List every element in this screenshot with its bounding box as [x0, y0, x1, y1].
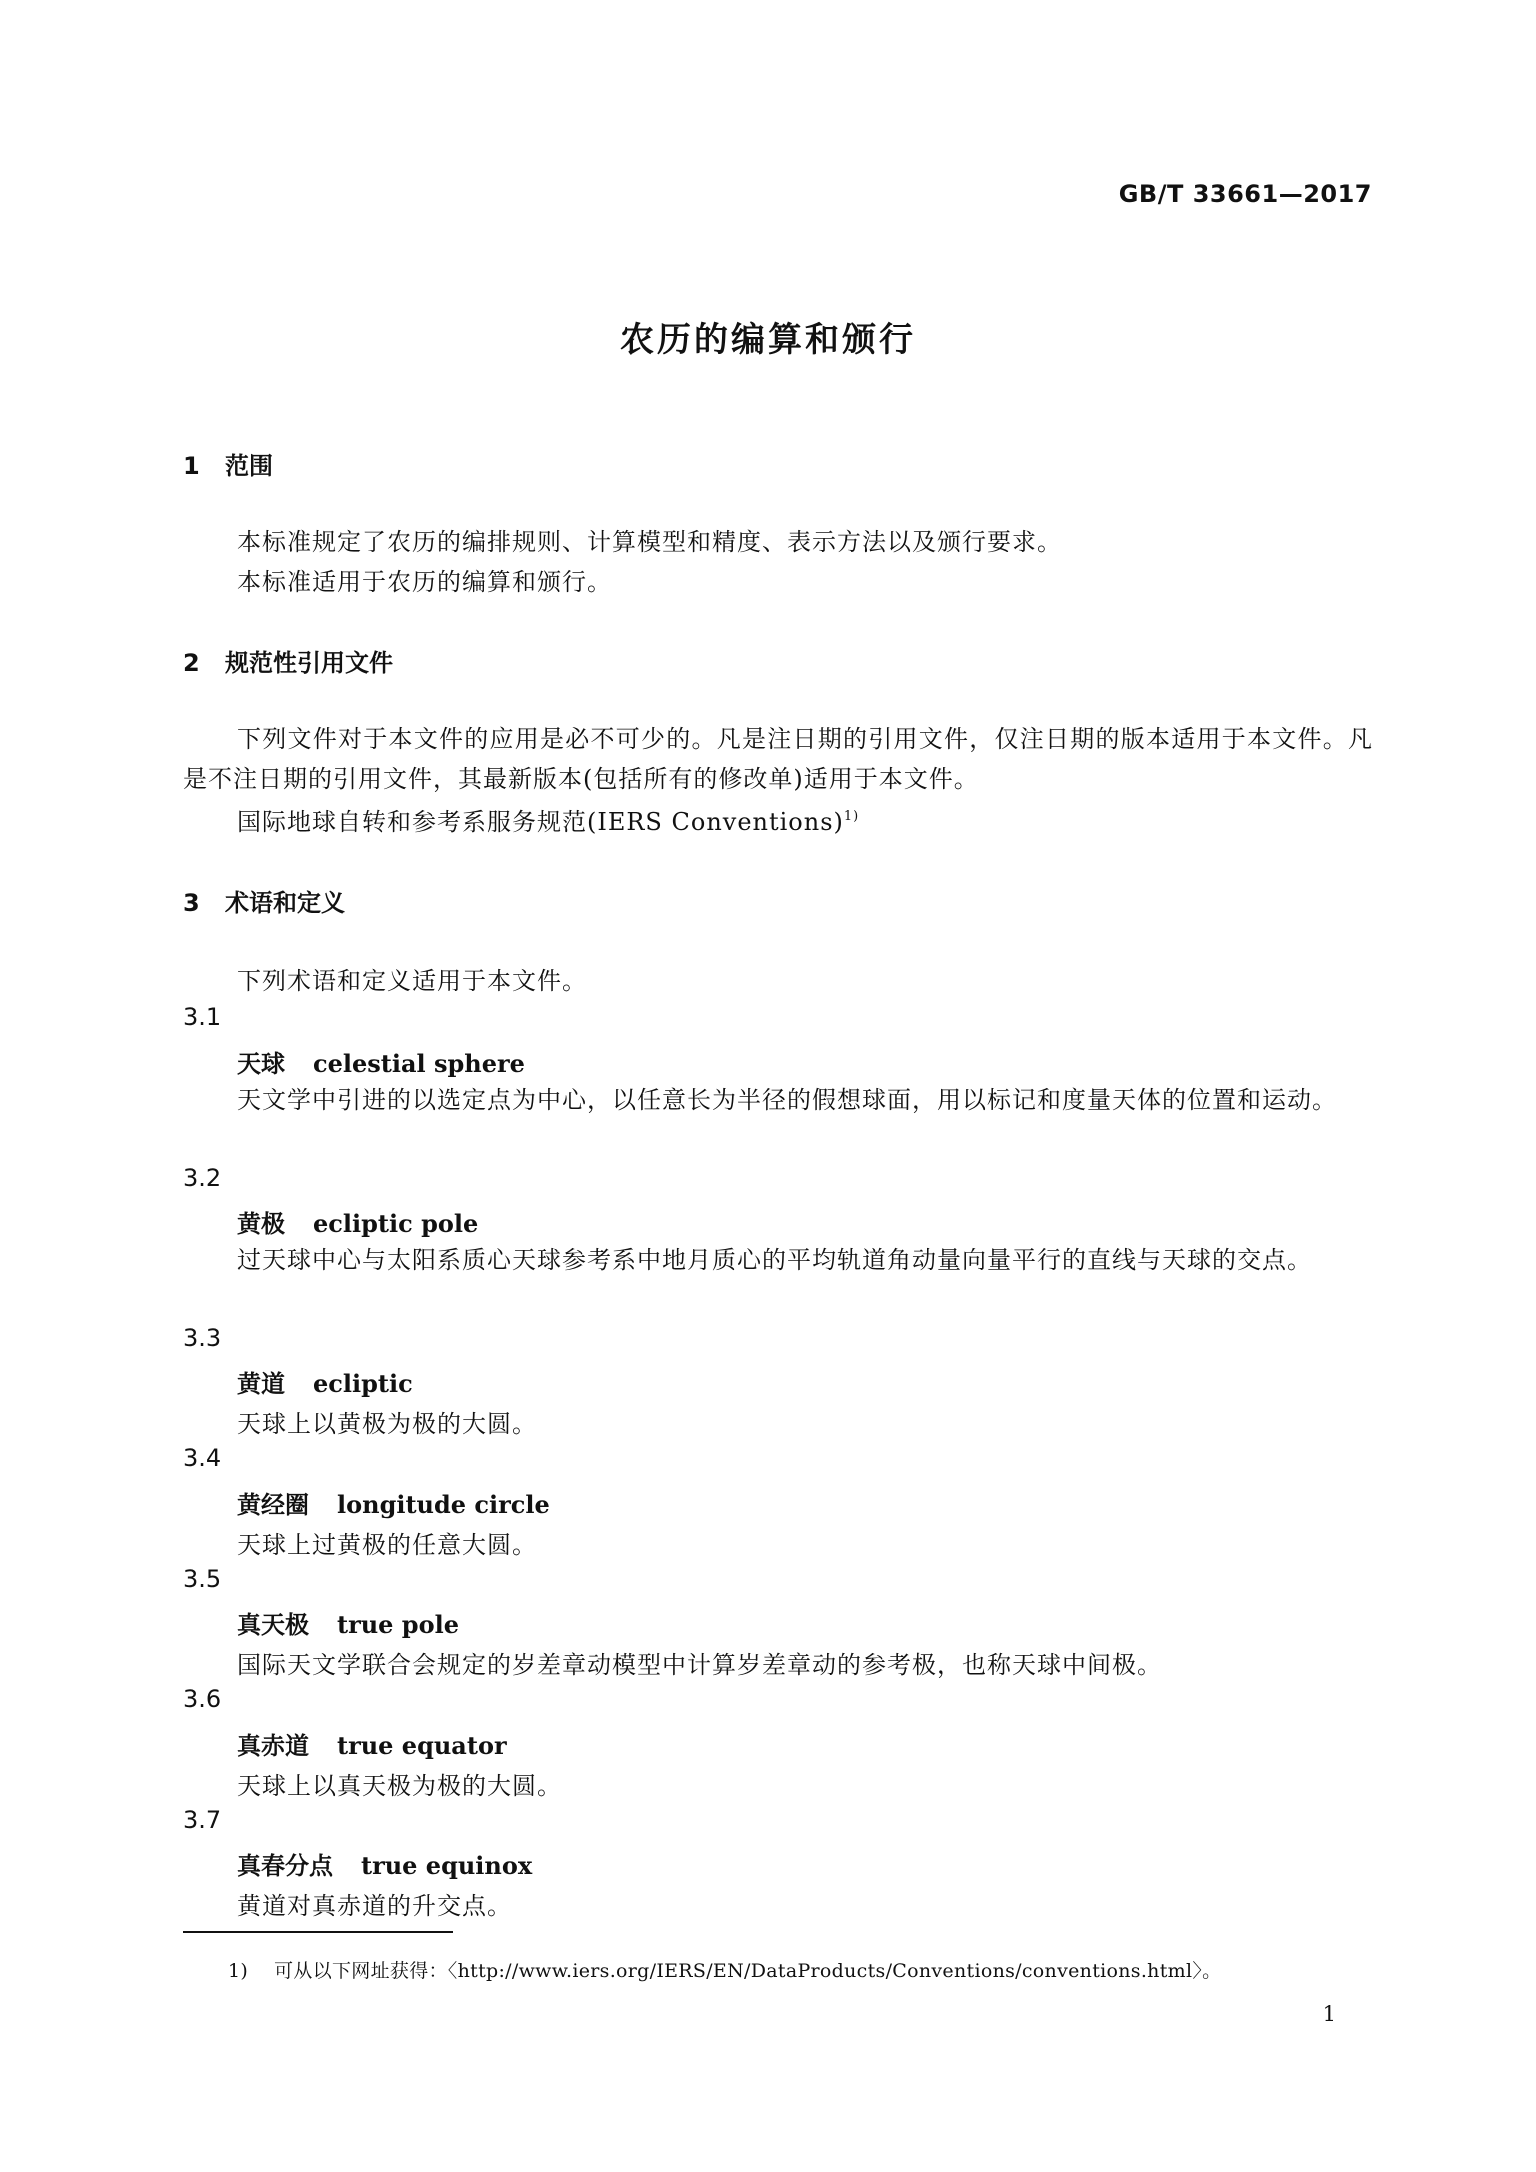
term-en: true equator	[337, 1731, 507, 1760]
section-number: 3	[183, 889, 200, 917]
term-entry	[237, 1846, 532, 1881]
section-number: 2	[183, 649, 200, 677]
term-number: 3.6	[183, 1685, 222, 1713]
term-en: ecliptic	[313, 1369, 413, 1398]
term-number: 3.4	[183, 1444, 222, 1472]
standard-number: GB/T 33661—2017	[1118, 180, 1372, 208]
term-entry	[237, 1044, 525, 1079]
section-heading-3	[183, 883, 345, 918]
term-zh: 黄经圈	[237, 1491, 309, 1519]
term-number: 3.3	[183, 1324, 222, 1352]
reference-item	[237, 802, 859, 837]
term-number: 3.7	[183, 1806, 222, 1834]
term-entry	[237, 1485, 550, 1520]
paragraph: 下列术语和定义适用于本文件。	[237, 967, 587, 995]
section-heading-1	[183, 446, 273, 481]
page-number: 1	[1322, 2002, 1336, 2026]
term-definition: 过天球中心与太阳系质心天球参考系中地月质心的平均轨道角动量向量平行的直线与天球的交点。	[237, 1246, 1312, 1274]
term-entry	[237, 1204, 478, 1239]
term-en: true pole	[337, 1610, 459, 1639]
term-zh: 真春分点	[237, 1852, 333, 1880]
term-definition: 天文学中引进的以选定点为中心，以任意长为半径的假想球面，用以标记和度量天体的位置和运动。	[237, 1086, 1337, 1114]
paragraph: 本标准规定了农历的编排规则、计算模型和精度、表示方法以及颁行要求。	[237, 528, 1062, 556]
footnote-text: 可从以下网址获得：〈http://www.iers.org/IERS/EN/DataProducts/Conventions/conventions.html〉。	[274, 1960, 1222, 1982]
term-entry	[237, 1605, 459, 1640]
term-definition: 天球上过黄极的任意大圆。	[237, 1531, 537, 1559]
footnote	[228, 1956, 1221, 1983]
term-en: true equinox	[361, 1851, 533, 1880]
section-title: 规范性引用文件	[225, 649, 393, 677]
section-number: 1	[183, 452, 200, 480]
document-title: 农历的编算和颁行	[620, 320, 916, 360]
term-zh: 黄道	[237, 1370, 285, 1398]
term-definition: 天球上以真天极为极的大圆。	[237, 1772, 562, 1800]
term-en: longitude circle	[337, 1490, 550, 1519]
term-entry	[237, 1726, 507, 1761]
term-zh: 真赤道	[237, 1732, 309, 1760]
term-zh: 真天极	[237, 1611, 309, 1639]
term-definition: 黄道对真赤道的升交点。	[237, 1892, 512, 1920]
term-entry	[237, 1364, 413, 1399]
footnote-mark: 1)	[228, 1960, 249, 1982]
term-definition: 国际天文学联合会规定的岁差章动模型中计算岁差章动的参考极，也称天球中间极。	[237, 1651, 1162, 1679]
term-number: 3.2	[183, 1164, 222, 1192]
term-en: celestial sphere	[313, 1049, 525, 1078]
paragraph: 本标准适用于农历的编算和颁行。	[237, 568, 612, 596]
section-title: 范围	[225, 452, 273, 480]
section-heading-2	[183, 643, 393, 678]
term-number: 3.5	[183, 1565, 222, 1593]
term-definition: 天球上以黄极为极的大圆。	[237, 1410, 537, 1438]
reference-text: 国际地球自转和参考系服务规范(IERS Conventions)	[237, 808, 844, 836]
term-zh: 天球	[237, 1050, 285, 1078]
footnote-divider	[183, 1931, 453, 1933]
section-title: 术语和定义	[225, 889, 345, 917]
term-zh: 黄极	[237, 1210, 285, 1238]
term-en: ecliptic pole	[313, 1209, 479, 1238]
paragraph: 下列文件对于本文件的应用是必不可少的。凡是注日期的引用文件，仅注日期的版本适用于本文件。凡是不注日期的引用文件，其最新版本(包括所有的修改单)适用于本文件。	[183, 725, 1373, 793]
footnote-reference: 1)	[843, 809, 860, 824]
term-number: 3.1	[183, 1003, 222, 1031]
